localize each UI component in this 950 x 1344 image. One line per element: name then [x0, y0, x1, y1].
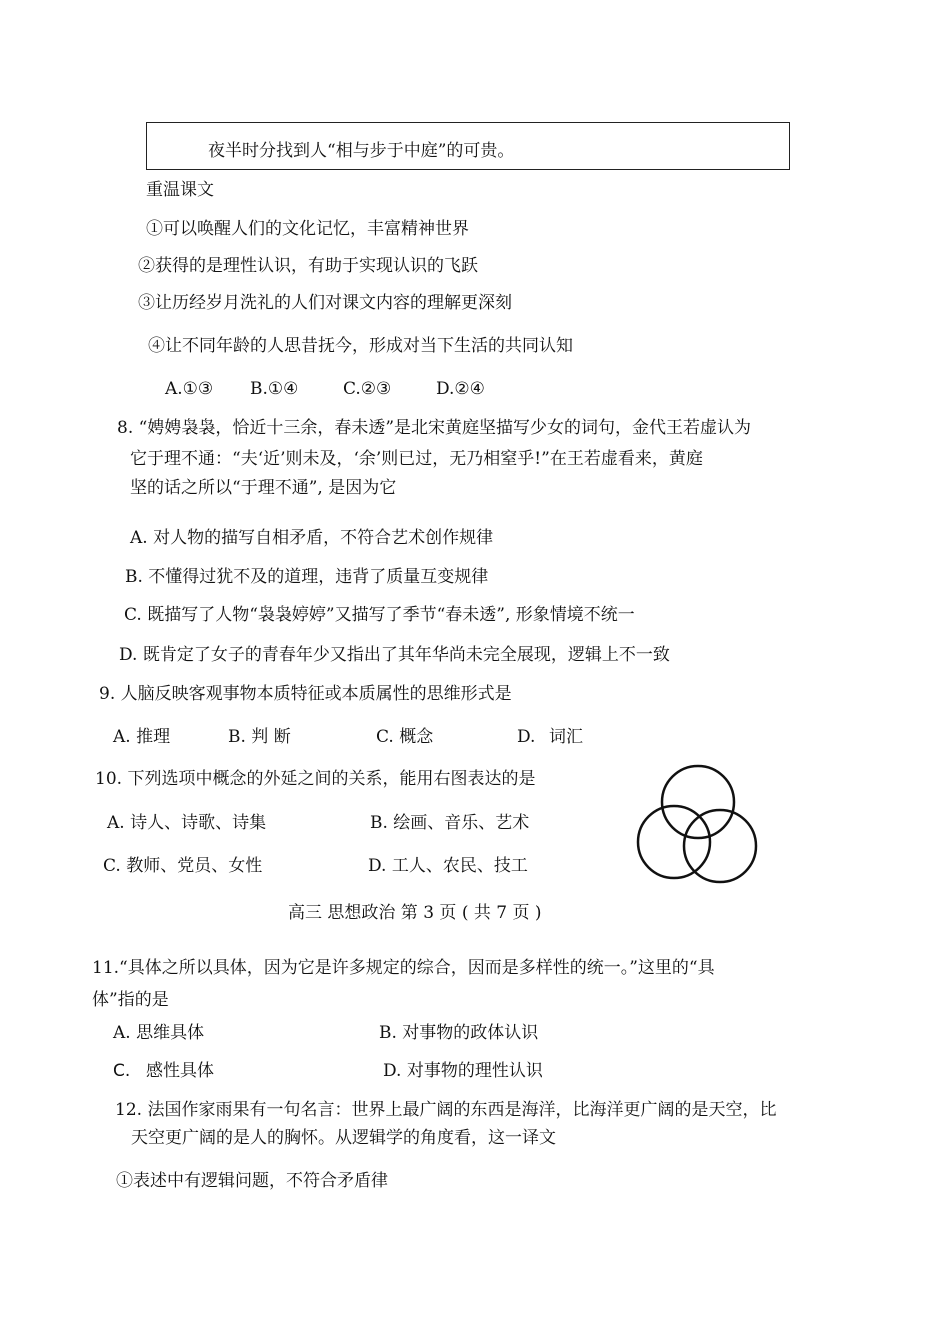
q10-option-a: A. 诗人、诗歌、诗集 [107, 813, 267, 833]
page-footer: 高三 思想政治 第 3 页 ( 共 7 页 ) [288, 903, 542, 923]
q8-option-c: C. 既描写了人物“袅袅婷婷”又描写了季节“春未透”, 形象情境不统一 [124, 605, 635, 625]
q9-option-c: C. 概念 [376, 727, 434, 747]
q10-option-b: B. 绘画、音乐、艺术 [370, 813, 530, 833]
q7-statement-1: ①可以唤醒人们的文化记忆，丰富精神世界 [146, 219, 469, 239]
q7-option-a: A.①③ [165, 379, 214, 399]
q12-statement-1: ①表述中有逻辑问题，不符合矛盾律 [116, 1171, 388, 1191]
q8-option-d: D. 既肯定了女子的青春年少又指出了其年华尚未完全展现，逻辑上不一致 [119, 645, 670, 665]
q12-stem-line-2: 天空更广阔的是人的胸怀。从逻辑学的角度看，这一译文 [131, 1128, 556, 1148]
q9-option-b: B. 判 断 [228, 727, 291, 747]
q9-stem: 9. 人脑反映客观事物本质特征或本质属性的思维形式是 [99, 684, 512, 704]
q11-option-d: D. 对事物的理性认识 [383, 1061, 543, 1081]
q8-option-a: A. 对人物的描写自相矛盾，不符合艺术创作规律 [130, 528, 494, 548]
q10-option-d: D. 工人、农民、技工 [368, 856, 528, 876]
q8-stem-line-3: 坚的话之所以“于理不通”, 是因为它 [130, 478, 397, 498]
q9-option-d-letter: D. [517, 727, 536, 747]
q7-statement-2: ②获得的是理性认识，有助于实现认识的飞跃 [138, 256, 478, 276]
q7-section-label: 重温课文 [146, 180, 214, 200]
q11-stem-line-1: 11.“具体之所以具体，因为它是许多规定的综合，因而是多样性的统一。”这里的“具 [92, 958, 715, 978]
q11-option-c-letter: C. [113, 1061, 131, 1081]
q7-statement-3: ③让历经岁月洗礼的人们对课文内容的理解更深刻 [138, 293, 512, 313]
q8-option-b: B. 不懂得过犹不及的道理，违背了质量互变规律 [125, 567, 489, 587]
q11-option-c-text: 感性具体 [146, 1061, 214, 1081]
q10-option-c: C. 教师、党员、女性 [103, 856, 263, 876]
q7-statement-4: ④让不同年龄的人思昔抚今，形成对当下生活的共同认知 [148, 336, 573, 356]
q12-stem-line-1: 12. 法国作家雨果有一句名言：世界上最广阔的东西是海洋，比海洋更广阔的是天空，比 [115, 1100, 777, 1120]
quote-box-text: 夜半时分找到人“相与步于中庭”的可贵。 [208, 141, 515, 161]
q11-stem-line-2: 体”指的是 [92, 990, 169, 1010]
q7-option-d: D.②④ [436, 379, 485, 399]
q7-option-c: C.②③ [343, 379, 392, 399]
q9-option-a: A. 推理 [113, 727, 171, 747]
q11-option-a: A. 思维具体 [113, 1023, 205, 1043]
q7-option-b: B.①④ [250, 379, 299, 399]
q8-stem-line-1: 8. “娉娉袅袅，恰近十三余，春未透”是北宋黄庭坚描写少女的词句，金代王若虚认为 [117, 418, 752, 438]
q9-option-d-text: 词汇 [549, 727, 583, 747]
q10-stem: 10. 下列选项中概念的外延之间的关系，能用右图表达的是 [95, 769, 536, 789]
q11-option-b: B. 对事物的政体认识 [379, 1023, 539, 1043]
venn-three-circles-icon [630, 758, 760, 890]
q8-stem-line-2: 它于理不通：“夫‘近’则未及，‘余’则已过，无乃相窒乎!”在王若虚看来，黄庭 [130, 449, 703, 469]
